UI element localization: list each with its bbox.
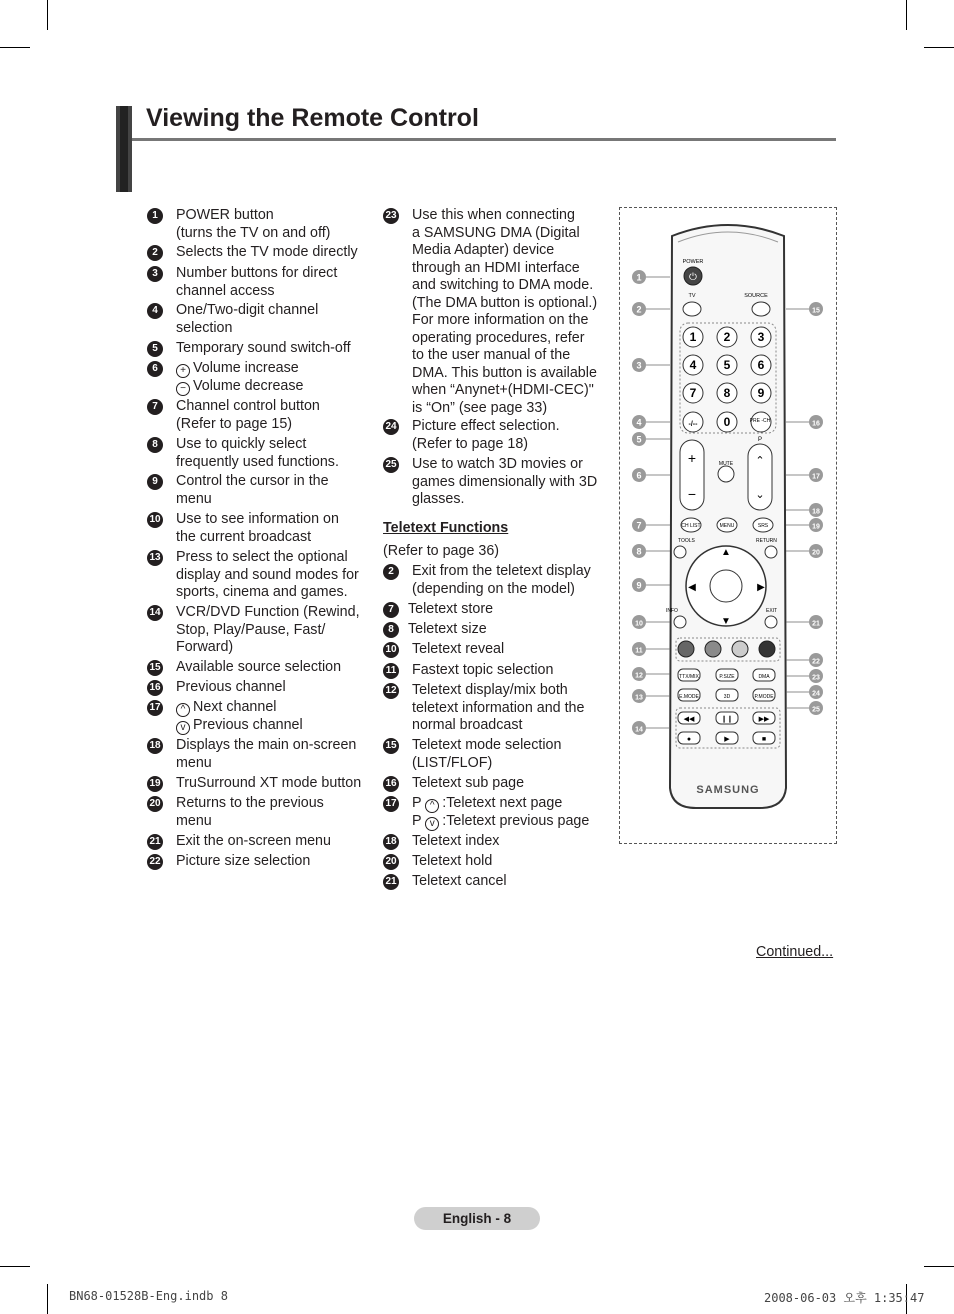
chlist-label: CH LIST xyxy=(681,523,701,529)
digit-label: 1 xyxy=(689,330,697,344)
svg-text:▶: ▶ xyxy=(757,582,765,593)
prech-label: PRE -CH xyxy=(749,418,771,424)
callout-number: 19 xyxy=(812,523,820,531)
chevron-down-icon: v xyxy=(176,721,190,735)
callout-number: 22 xyxy=(812,658,820,666)
item-number: 7 xyxy=(147,399,163,415)
chevron-down-icon: v xyxy=(425,817,439,831)
item-number: 18 xyxy=(383,834,399,850)
svg-text:❙❙: ❙❙ xyxy=(721,716,733,723)
item-number: 23 xyxy=(383,208,399,224)
page-title: Viewing the Remote Control xyxy=(146,104,479,132)
teletext-refer: (Refer to page 36) xyxy=(383,543,500,559)
callout-number: 15 xyxy=(812,307,820,315)
item-text: Previous channel xyxy=(176,679,286,695)
callout-number: 6 xyxy=(636,470,642,481)
crop-mark xyxy=(0,1266,30,1267)
callout-number: 11 xyxy=(635,647,643,655)
item-text: Fastext topic selection xyxy=(412,662,554,678)
callout-number: 7 xyxy=(636,520,642,531)
brand-logo: SAMSUNG xyxy=(696,784,760,796)
item-text: Temporary sound switch-off xyxy=(176,340,351,356)
svg-text:▼: ▼ xyxy=(721,616,731,627)
title-rule xyxy=(132,138,836,141)
item-number: 15 xyxy=(383,738,399,754)
item-text: Teletext mode selection (LIST/FLOF) xyxy=(412,737,562,771)
menu-label: MENU xyxy=(719,523,735,529)
callout-number: 14 xyxy=(635,726,643,734)
item-text: Teletext index xyxy=(412,833,500,849)
srs-label: SRS xyxy=(757,523,769,529)
info-label: INFO xyxy=(666,608,678,614)
crop-mark xyxy=(47,1284,48,1314)
callout-number: 17 xyxy=(812,473,820,481)
crop-mark xyxy=(924,47,954,48)
item-number: 16 xyxy=(147,680,163,696)
crop-mark xyxy=(47,0,48,30)
tools-label: TOOLS xyxy=(678,538,695,544)
svg-text:⌃: ⌃ xyxy=(755,455,765,467)
continued-note: Continued... xyxy=(756,944,834,960)
item-number: 10 xyxy=(383,642,399,658)
digit-label: 9 xyxy=(757,386,765,400)
exit-label: EXIT xyxy=(766,608,778,614)
power-label: POWER xyxy=(682,259,704,265)
minus-icon: − xyxy=(176,382,190,396)
item-text: Use this when connecting a SAMSUNG DMA (Digital Media Adapter) device through an HDMI interface and switching to DMA mode. (The DMA button is optional.) For more information on the operating procedures, refer to the user manual of the DMA. This button is available when “Anynet+(HDMI-CEC)" is “On” (see page 33) xyxy=(412,207,598,416)
item-text: :Teletext previous page xyxy=(442,813,590,829)
callout-number: 5 xyxy=(636,434,642,445)
item-text: Number buttons for direct channel access xyxy=(176,265,338,299)
item-text: Channel control button (Refer to page 15) xyxy=(176,398,320,432)
item-number: 2 xyxy=(147,245,163,261)
callout-number: 20 xyxy=(812,549,820,557)
item-number: 17 xyxy=(383,796,399,812)
remote-illustration-frame xyxy=(619,207,837,844)
chevron-up-icon: ^ xyxy=(176,703,190,717)
color-key xyxy=(678,641,694,657)
callout-number: 25 xyxy=(812,706,820,714)
item-text: VCR/DVD Function (Rewind, Stop, Play/Pause, Fast/ Forward) xyxy=(176,604,360,655)
3d-label: 3D xyxy=(723,694,731,700)
psize-label: P.SIZE xyxy=(719,674,735,680)
callout-number: 1 xyxy=(636,272,642,283)
callout-number: 10 xyxy=(635,620,643,628)
item-text: Picture size selection xyxy=(176,853,311,869)
svg-text:▶▶: ▶▶ xyxy=(758,716,770,723)
callout-number: 2 xyxy=(636,304,642,315)
item-text: Teletext cancel xyxy=(412,873,507,889)
item-text: Volume decrease xyxy=(193,378,304,394)
item-text: POWER button (turns the TV on and off) xyxy=(176,207,331,241)
item-number: 21 xyxy=(383,874,399,890)
callout-number: 4 xyxy=(636,417,642,428)
color-key xyxy=(759,641,775,657)
item-number: 1 xyxy=(147,208,163,224)
item-number: 25 xyxy=(383,457,399,473)
item-text: :Teletext next page xyxy=(442,795,563,811)
svg-text:−: − xyxy=(687,486,697,502)
emode-label: E.MODE xyxy=(679,694,699,700)
item-text: One/Two-digit channel selection xyxy=(176,302,319,336)
item-text: Teletext sub page xyxy=(412,775,525,791)
svg-text:◀◀: ◀◀ xyxy=(683,716,695,723)
svg-text:+: + xyxy=(687,450,697,466)
item-number: 8 xyxy=(147,437,163,453)
return-label: RETURN xyxy=(756,538,777,544)
tv-label: TV xyxy=(688,293,696,299)
item-number: 4 xyxy=(147,303,163,319)
item-number: 22 xyxy=(147,854,163,870)
callout-number: 21 xyxy=(812,620,820,628)
item-number: 16 xyxy=(383,776,399,792)
item-number: 11 xyxy=(383,663,399,679)
item-text: Available source selection xyxy=(176,659,342,675)
svg-text:⏻: ⏻ xyxy=(689,272,697,283)
crop-mark xyxy=(906,0,907,30)
slug-left: BN68-01528B-Eng.indb 8 xyxy=(69,1289,228,1303)
item-text: Exit the on-screen menu xyxy=(176,833,331,849)
item-text: Teletext reveal xyxy=(412,641,505,657)
item-number: 15 xyxy=(147,660,163,676)
mute-label: MUTE xyxy=(718,461,734,467)
callout-number: 8 xyxy=(636,546,642,557)
callout-number: 3 xyxy=(636,360,642,371)
color-key xyxy=(732,641,748,657)
title-accent-bar xyxy=(116,106,132,192)
item-text: Teletext size xyxy=(408,621,487,637)
item-number: 6 xyxy=(147,361,163,377)
dma-label: DMA xyxy=(758,674,770,680)
source-label: SOURCE xyxy=(744,293,768,299)
item-number: 21 xyxy=(147,834,163,850)
item-number: 7 xyxy=(383,602,399,618)
color-key xyxy=(705,641,721,657)
item-text: Volume increase xyxy=(193,360,299,376)
callout-number: 12 xyxy=(635,672,643,680)
digit-label: 8 xyxy=(723,386,731,400)
item-number: 19 xyxy=(147,776,163,792)
callout-number: 18 xyxy=(812,508,820,516)
slug-right: 2008-06-03 오후 1:35:47 xyxy=(764,1291,925,1305)
crop-mark xyxy=(0,47,30,48)
svg-text:⌄: ⌄ xyxy=(755,489,765,501)
item-number: 9 xyxy=(147,474,163,490)
svg-text:▲: ▲ xyxy=(721,547,731,558)
item-number: 8 xyxy=(383,622,399,638)
digit-label: 2 xyxy=(723,330,731,344)
digit-label: 4 xyxy=(689,358,697,372)
item-text: Displays the main on-screen menu xyxy=(176,737,357,771)
item-number: 24 xyxy=(383,419,399,435)
item-text: Use to see information on the current broadcast xyxy=(176,511,339,545)
digit-label: 0 xyxy=(723,415,731,429)
item-number: 13 xyxy=(147,550,163,566)
item-number: 2 xyxy=(383,564,399,580)
item-text: Exit from the teletext display (depending on the model) xyxy=(412,563,591,597)
item-text: Teletext display/mix both teletext information and the normal broadcast xyxy=(412,682,585,733)
item-number: 5 xyxy=(147,341,163,357)
callout-number: 16 xyxy=(812,420,820,428)
svg-text:■: ■ xyxy=(761,736,767,743)
callout-number: 13 xyxy=(635,694,643,702)
item-text: Next channel xyxy=(193,699,277,715)
item-text: Returns to the previous menu xyxy=(176,795,324,829)
p-label: P xyxy=(757,437,763,443)
item-text: Selects the TV mode directly xyxy=(176,244,358,260)
digit-label: 5 xyxy=(723,358,731,372)
digit-label: 3 xyxy=(757,330,765,344)
item-number: 3 xyxy=(147,266,163,282)
item-text: TruSurround XT mode button xyxy=(176,775,362,791)
remote-control-illustration xyxy=(620,208,836,843)
svg-text:◀: ◀ xyxy=(688,582,696,593)
chevron-up-icon: ^ xyxy=(425,799,439,813)
plus-icon: + xyxy=(176,364,190,378)
p-prefix: P xyxy=(412,813,422,829)
item-text: Picture effect selection. (Refer to page 18) xyxy=(412,418,560,452)
crop-mark xyxy=(924,1266,954,1267)
digit-label: 7 xyxy=(689,386,697,400)
item-number: 20 xyxy=(147,796,163,812)
item-text: Press to select the optional display and sound modes for sports, cinema and games. xyxy=(176,549,359,600)
page-number-badge: English - 8 xyxy=(414,1207,540,1230)
item-text: Teletext hold xyxy=(412,853,493,869)
p-prefix: P xyxy=(412,795,422,811)
item-number: 17 xyxy=(147,700,163,716)
digit-label: 6 xyxy=(757,358,765,372)
teletext-heading: Teletext Functions xyxy=(383,520,509,536)
item-text: Control the cursor in the menu xyxy=(176,473,329,507)
item-number: 12 xyxy=(383,683,399,699)
item-text: Use to quickly select frequently used functions. xyxy=(176,436,339,470)
callout-number: 24 xyxy=(812,690,820,698)
item-number: 18 xyxy=(147,738,163,754)
item-text: Use to watch 3D movies or games dimensionally with 3D glasses. xyxy=(412,456,598,507)
item-number: 20 xyxy=(383,854,399,870)
callout-number: 23 xyxy=(812,674,820,682)
ttx-label: TTX/MIX xyxy=(679,674,699,680)
item-text: Previous channel xyxy=(193,717,303,733)
pmode-label: P.MODE xyxy=(754,694,774,700)
item-number: 14 xyxy=(147,605,163,621)
svg-text:●: ● xyxy=(686,736,692,743)
item-text: Teletext store xyxy=(408,601,494,617)
svg-text:▶: ▶ xyxy=(724,736,730,743)
item-number: 10 xyxy=(147,512,163,528)
callout-number: 9 xyxy=(636,580,642,591)
digit-label: -/-- xyxy=(688,421,698,428)
